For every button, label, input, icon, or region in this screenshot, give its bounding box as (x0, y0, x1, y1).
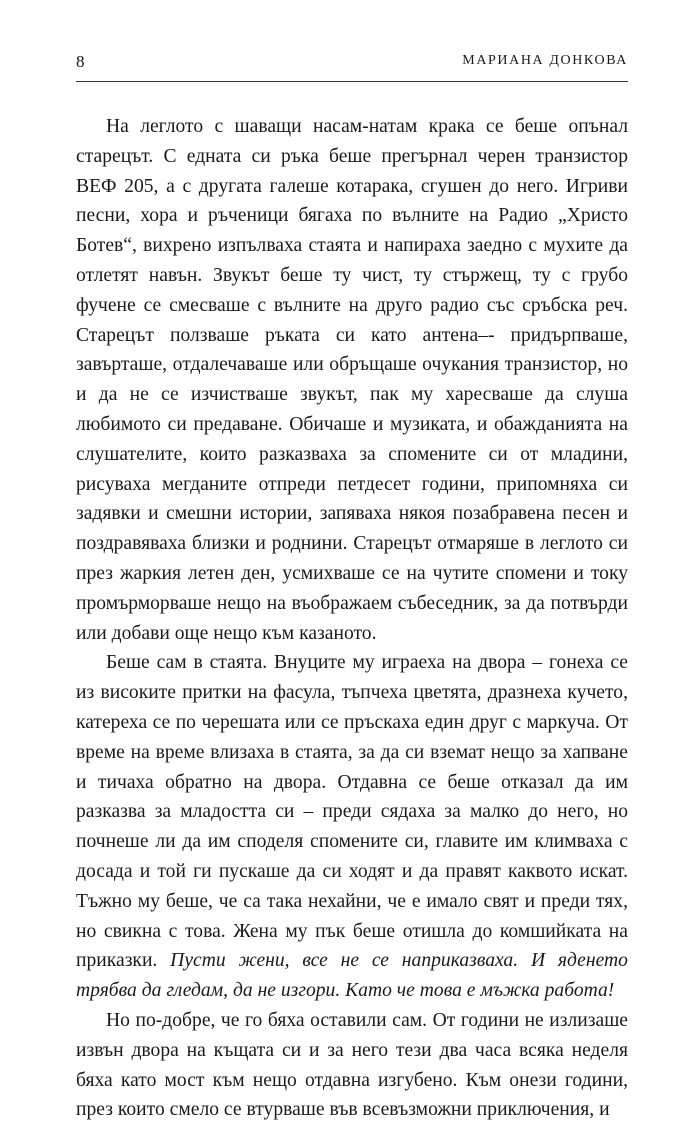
page-number: 8 (76, 52, 85, 71)
paragraph-1-text: На леглото с шаващи насам-натам крака се беше опънал старецът. С едната си ръка беше прегърнал черен транзистор ВЕФ 205, а с другата галеше котарака, сгушен до него. Игриви песни, хора и ръченици бягаха по вълните на Радио „Христо Ботев“, вихрено изпълваха стаята и напираха заедно с мухите да отлетят навън. Звукът беше ту чист, ту стържещ, ту с грубо фучене се смесваше с вълните на друго радио със сръбска реч. Старецът ползваше ръката си като антена–- придърпваше, завърташе, отдалечаваше или обръщаше очукания транзистор, но и да не се изчистваше звукът, пак му харесваше да слуша любимото си предаване. Обичаше и музиката, и обажданията на слушателите, които разказваха за спомените си от младини, рисуваха мегданите отпреди петдесет години, припомняха си задявки и смешни истории, запяваха някоя позабравена песен и поздравяваха близки и роднини. Старецът отмаряше в леглото си през жаркия летен ден, усмихваше се на чутите спомени и току промърморваше нещо на въображаем събеседник, за да потвърди или добави още нещо към казаното. (76, 116, 628, 644)
author-name: МАРИАНА ДОНКОВА (462, 53, 628, 68)
header-divider (76, 81, 628, 82)
paragraph-2-text: Беше сам в стаята. Внуците му играеха на двора – гонеха се из високите притки на фасула, тъпчеха цветята, дразнеха кучето, катереха се по черешата или се пръскаха един друг с маркуча. От време на време влизаха в стаята, за да си вземат нещо за хапване и тичаха обратно на двора. Отдавна се беше отказал да им разказва за младостта си – преди сядаха за малко до него, но почнеше ли да им споделя спомените си, главите им климваха с досада и той ги пускаше да си ходят и да правят каквото искат. Тъжно му беше, че са така нехайни, че е имало свят и преди тях, но свикна с това. Жена му пък беше отишла до комшийката на приказки. (76, 652, 628, 972)
body-text (76, 112, 628, 1125)
paragraph-1 (76, 112, 628, 648)
paragraph-3 (76, 1006, 628, 1125)
running-header (76, 52, 628, 78)
paragraph-3-text: Но по-добре, че го бяха оставили сам. От години не излизаше извън двора на къщата си и за него тези два часа всяка неделя бяха като мост към нещо отдавна изгубено. Към онези години, през които смело се втурваше във всевъзможни приключения, и (76, 1009, 628, 1121)
paragraph-2-italic-thought: Пусти жени, все не се наприказваха. И яденето трябва да гледам, да не изгори. Като че това е мъжка работа! (76, 950, 628, 1002)
paragraph-2 (76, 648, 628, 1006)
